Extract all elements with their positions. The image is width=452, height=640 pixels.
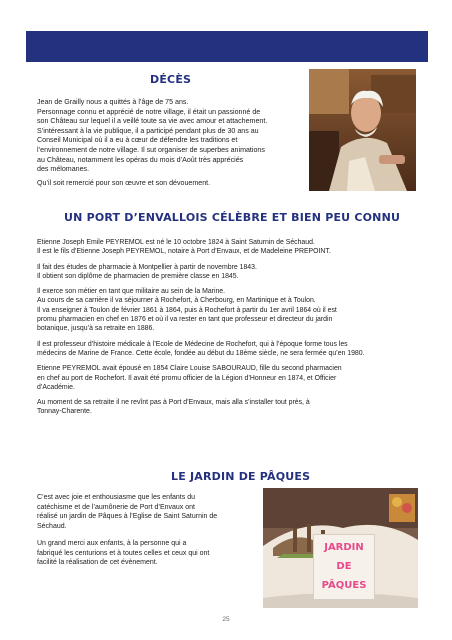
deces-line: Conseil Municipal où il a eu à cœur de défendre les traditions et [37, 136, 238, 145]
deces-thanks: Qu’il soit remercié pour son œuvre et son dévouement. [37, 178, 211, 187]
peyremol-line: Au cours de sa carrière il va séjourner à Rochefort, à Cherbourg, en Martinique et à Toulon. [37, 297, 316, 305]
peyremol-line: Il est le fils d’Etienne Joseph PEYREMOL, notaire à Port d’Envaux, et de Madeleine PREPOINT. [37, 248, 331, 256]
deces-line: son Château sur lequel il a veillé toute sa vie avec amour et attachement. [37, 117, 268, 126]
paques-paragraph [37, 539, 259, 568]
peyremol-line: promu pharmacien en chef en 1876 et où il va rester en tant que professeur et directeur du jardin [37, 316, 333, 324]
peyremol-paragraph [37, 340, 427, 359]
peyremol-paragraph [37, 398, 427, 417]
deces-line: au Château, notamment les opéras du mois d’Août très appréciés [37, 155, 244, 164]
peyremol-paragraph [37, 287, 427, 333]
peyremol-line: Il obtient son diplôme de pharmacien de première classe en 1845. [37, 272, 239, 280]
peyremol-line: médecins de Marine de France. Cette école, fondée au début du 18ème siècle, ne sera fermée qu’en 1980. [37, 349, 365, 357]
peyremol-paragraph [37, 364, 427, 392]
easter-garden-photo [263, 488, 418, 608]
deces-line: Jean de Grailly nous a quittés à l’âge de 75 ans. [37, 98, 189, 106]
paques-line: fabriqué les centurions et à toutes celles et ceux qui ont [37, 549, 210, 557]
paques-paragraph [37, 493, 259, 531]
peyremol-line: Il exerce son métier en tant que militaire au sein de la Marine. [37, 288, 226, 296]
paques-line: C’est avec joie et enthousiasme que les enfants du [37, 494, 195, 501]
deces-line: Personnage connu et apprécié de notre village, il était un passionné de [37, 107, 261, 116]
page-number: 25 [222, 616, 230, 623]
peyremol-line: Tonnay-Charente. [37, 408, 92, 416]
paques-line: catéchisme et de l’aumônerie de Port d’Envaux ont [37, 503, 195, 511]
paques-text [37, 493, 259, 568]
peyremol-line: Il va enseigner à Toulon de février 1861 à 1864, puis à Rochefort à partir du 1er avril 1864 où il est [37, 306, 337, 314]
peyremol-line: Etienne PEYREMOL avait épousé en 1854 Claire Louise SABOURAUD, fille du second pharmacien [37, 365, 342, 373]
peyremol-line: d’Académie. [37, 383, 75, 391]
paques-line: facilité la réalisation de cet évènement. [37, 559, 158, 566]
section-title-peyremol: UN PORT D’ENVALLOIS CÉLÈBRE ET BIEN PEU CONNU [64, 211, 401, 224]
sign-line: DE [336, 561, 352, 572]
peyremol-line: botanique, jusqu’à sa retraite en 1886. [37, 325, 155, 333]
deces-line: S’intéressant à la vie publique, il a participé pendant plus de 30 ans au [37, 126, 259, 135]
peyremol-paragraph [37, 238, 427, 257]
section-title-deces: DÉCÈS [150, 73, 192, 86]
sign-line: PÂQUES [321, 580, 367, 591]
deces-line: des mélomanes. [37, 165, 90, 174]
section-title-paques: LE JARDIN DE PÂQUES [171, 470, 311, 483]
easter-sign [313, 534, 375, 600]
paques-line: réalisé un jardin de Pâques à l’Eglise de Saint Saturnin de [37, 513, 218, 520]
portrait-photo [309, 69, 416, 191]
deces-line: l’environnement de notre village. Il sut organiser de superbes animations [37, 145, 265, 154]
peyremol-line: Etienne Joseph Emile PEYREMOL est né le 10 octobre 1824 à Saint Saturnin de Séchaud. [37, 239, 315, 246]
deces-text [37, 98, 308, 188]
paques-line: Un grand merci aux enfants, à la personne qui a [37, 540, 187, 547]
sign-line: JARDIN [324, 542, 364, 553]
peyremol-text [37, 238, 427, 417]
peyremol-paragraph [37, 263, 427, 282]
header-bar [26, 31, 428, 62]
paques-line: Séchaud. [37, 522, 67, 530]
peyremol-line: en chef au port de Rochefort. Il avait été promu officier de la Légion d’Honneur en 1874, et Officier [37, 374, 337, 382]
peyremol-line: Il est professeur d’histoire médicale à l’Ecole de Médecine de Rochefort, qui à l’époque forme tous les [37, 340, 348, 348]
peyremol-line: Il fait des études de pharmacie à Montpellier à partir de novembre 1843. [37, 263, 257, 271]
peyremol-line: Au moment de sa retraite il ne revînt pas à Port d’Envaux, mais alla s’installer tout près, à [37, 399, 310, 407]
